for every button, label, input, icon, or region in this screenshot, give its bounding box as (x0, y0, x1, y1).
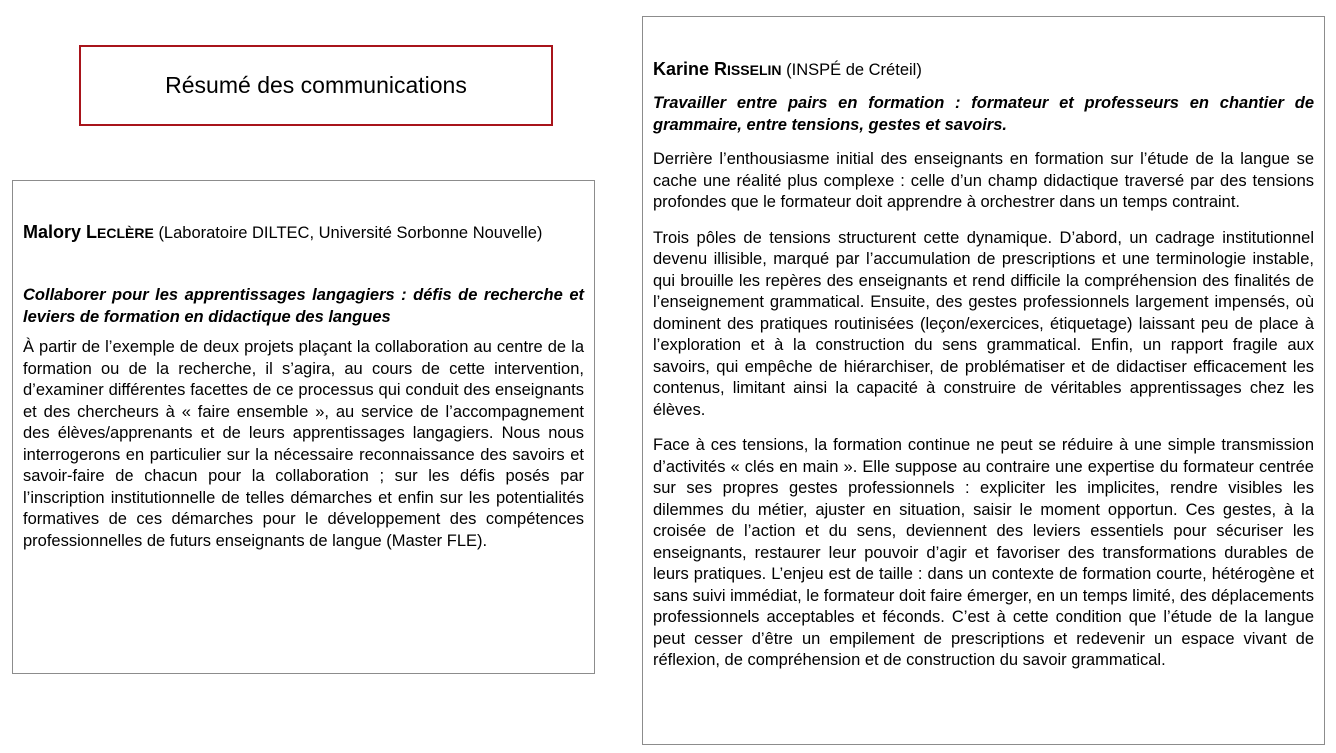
author-name (23, 222, 154, 242)
author-line (23, 221, 584, 244)
author-last-rest: ECLÈRE (97, 225, 154, 241)
author-last-rest: ISSELIN (727, 62, 782, 78)
talk-title: Collaborer pour les apprentissages langagiers : défis de recherche et leviers de formation en didactique des langues (23, 286, 584, 326)
page-title: Résumé des communications (165, 72, 467, 98)
author-affiliation: (Laboratoire DILTEC, Université Sorbonne Nouvelle) (158, 224, 543, 242)
abstract-paragraph: À partir de l’exemple de deux projets plaçant la collaboration au centre de la formation ou de la recherche, il s’agira, au cours de cette intervention, d’examiner différentes facettes de ce processus qui conduit des enseignants et des chercheurs à « faire ensemble », au service de l’accompagnement des élèves/apprenants et de leurs apprentissages langagiers. Nous nous interrogerons en particulier sur la nécessaire reconnaissance des savoirs et savoir-faire de chacun pour la collaboration ; sur les défis posés par l’inscription institutionnelle de telles démarches et enfin sur les potentialités formatives de ces démarches pour le développement des compétences professionnelles de futurs enseignants de langue (Master FLE). (23, 338, 584, 550)
abstract-paragraph: Derrière l’enthousiasme initial des enseignants en formation sur l’étude de la langue se cache une réalité plus complexe : celle d’un champ didactique traversé par des tensions profondes que le formateur doit apprendre à orchestrer dans un temps contraint. (653, 150, 1314, 211)
abstract-card-leclere (12, 180, 595, 674)
author-name (653, 59, 782, 79)
abstract-card-risselin (642, 16, 1325, 745)
author-last-initial: L (86, 222, 98, 242)
author-line (653, 58, 1314, 81)
abstract-paragraph: Trois pôles de tensions structurent cette dynamique. D’abord, un cadrage institutionnel devenu illisible, marqué par l’accumulation de prescriptions et une terminologie instable, qui brouille les repères des enseignants et rend difficile la compréhension des finalités de l’enseignement grammatical. Ensuite, des gestes professionnels largement impensés, où dominent des pratiques routinisées (leçon/exercices, étiquetage) laissant peu de place à l’exploration et à la construction du sens grammatical. Enfin, un rapport fragile aux savoirs, qui empêche de hiérarchiser, de problématiser et de didactiser efficacement les contenus, limitant ainsi la capacité à construire de véritables apprentissages chez les élèves. (653, 228, 1314, 419)
author-affiliation: (INSPÉ de Créteil) (786, 61, 922, 79)
talk-title: Travailler entre pairs en formation : formateur et professeurs en chantier de grammaire, entre tensions, gestes et savoirs. (653, 94, 1314, 134)
author-first-name: Karine (653, 59, 710, 79)
section-title-box (79, 45, 553, 126)
author-last-initial: R (714, 59, 728, 79)
author-first-name: Malory (23, 222, 82, 242)
abstract-paragraph: Face à ces tensions, la formation continue ne peut se réduire à une simple transmission d’activités « clés en main ». Elle suppose au contraire une expertise du formateur centrée sur ses propres gestes professionnels : expliciter les implicites, rendre visibles les dilemmes du métier, ajuster en situation, saisir le moment opportun. Ces gestes, à la croisée de l’action et du sens, deviennent des leviers essentiels pour sécuriser les enseignants, restaurer leur pouvoir d’agir et favoriser des transformations durables de leurs pratiques. L’enjeu est de taille : dans un contexte de formation courte, hétérogène et sans suivi immédiat, le formateur doit faire émerger, en un temps limité, des déplacements professionnels acceptables et féconds. C’est à cette condition que l’étude de la langue peut cesser d’être un empilement de prescriptions et redevenir un espace vivant de réflexion, de compréhension et de construction du savoir grammatical. (653, 436, 1314, 669)
